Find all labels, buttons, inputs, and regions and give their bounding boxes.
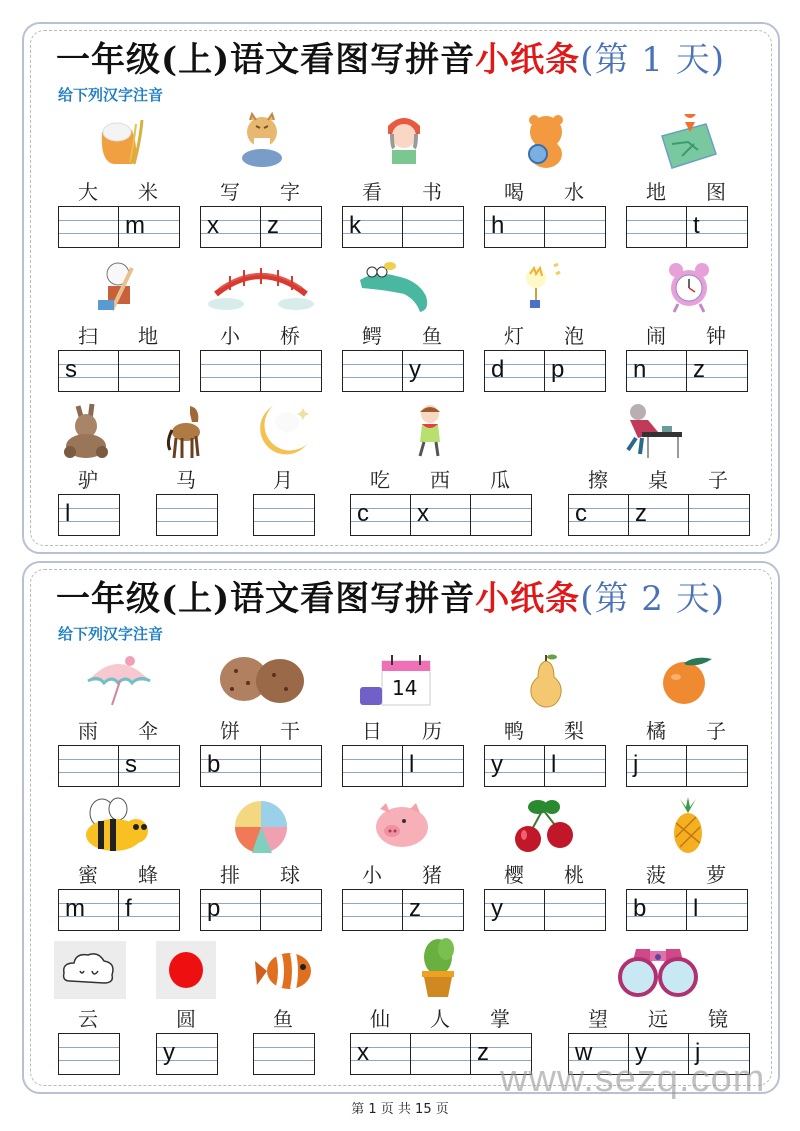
pinyin-hint: w: [575, 1039, 593, 1066]
pinyin-cell[interactable]: [403, 351, 463, 391]
pinyin-grid[interactable]: [200, 889, 322, 931]
ball-icon: [232, 799, 290, 855]
pinyin-hint: d: [491, 356, 505, 383]
cloud-icon: [54, 941, 126, 999]
pinyin-grid[interactable]: [626, 350, 748, 392]
pinyin-grid[interactable]: [626, 889, 748, 931]
hanzi: 大: [78, 180, 98, 204]
hanzi: 仙: [370, 1007, 390, 1031]
hanzi: 吃: [370, 468, 390, 492]
pinyin-cell[interactable]: [351, 1034, 411, 1074]
pinyin-cell[interactable]: [343, 207, 403, 247]
pinyin-hint: l: [65, 500, 71, 527]
pinyin-cell[interactable]: [485, 890, 545, 930]
girl-reading-icon: [380, 112, 428, 172]
pinyin-hint: c: [357, 500, 369, 527]
hanzi: 写: [220, 180, 240, 204]
hanzi: 驴: [78, 468, 98, 492]
pinyin-cell[interactable]: [569, 495, 629, 535]
pinyin-grid[interactable]: [156, 1033, 218, 1075]
pinyin-hint: x: [417, 500, 429, 527]
hanzi: 梨: [564, 719, 584, 743]
pinyin-hint: y: [491, 895, 503, 922]
title-highlight: 小纸条: [475, 579, 581, 619]
hanzi: 饼: [220, 719, 240, 743]
calendar-icon: [356, 653, 436, 709]
pinyin-cell[interactable]: [157, 495, 217, 535]
pinyin-cell[interactable]: [157, 1034, 217, 1074]
hanzi: 镜: [708, 1007, 728, 1031]
pinyin-hint: m: [125, 212, 145, 239]
pinyin-cell[interactable]: [343, 746, 403, 786]
pinyin-hint: z: [267, 212, 279, 239]
pinyin-cell[interactable]: [351, 495, 411, 535]
pinyin-hint: x: [207, 212, 219, 239]
pinyin-cell[interactable]: [687, 207, 747, 247]
hanzi: 菠: [646, 863, 666, 887]
cat-sweeping-icon: [92, 258, 146, 314]
pinyin-hint: j: [633, 751, 639, 778]
pinyin-cell[interactable]: [119, 207, 179, 247]
pinyin-hint: b: [207, 751, 221, 778]
hanzi: 地: [646, 180, 666, 204]
hanzi: 萝: [706, 863, 726, 887]
hanzi: 球: [280, 863, 300, 887]
instruction: 给下列汉字注音: [58, 86, 164, 104]
hanzi: 擦: [588, 468, 608, 492]
hanzi: 蜜: [78, 863, 98, 887]
hanzi: 雨: [78, 719, 98, 743]
hanzi: 望: [588, 1007, 608, 1031]
umbrella-icon: [84, 653, 154, 709]
hanzi: 灯: [504, 324, 524, 348]
pinyin-grid[interactable]: [200, 745, 322, 787]
pinyin-cell[interactable]: [343, 351, 403, 391]
crocodile-icon: [356, 260, 436, 314]
horse-icon: [162, 402, 212, 462]
pinyin-hint: c: [575, 500, 587, 527]
hanzi: 掌: [490, 1007, 510, 1031]
pinyin-grid[interactable]: [200, 350, 322, 392]
pinyin-cell[interactable]: [689, 495, 749, 535]
pinyin-hint: k: [349, 212, 361, 239]
hanzi: 历: [422, 719, 442, 743]
pinyin-grid[interactable]: [342, 206, 464, 248]
pear-icon: [524, 653, 568, 709]
hanzi: 子: [706, 719, 726, 743]
pinyin-grid[interactable]: [58, 889, 180, 931]
pinyin-grid[interactable]: [253, 494, 315, 536]
bee-icon: [80, 797, 158, 855]
worksheet-title: [56, 577, 725, 621]
pinyin-grid[interactable]: [350, 494, 532, 536]
pinyin-cell[interactable]: [254, 495, 314, 535]
donkey-icon: [60, 402, 116, 460]
hanzi: 圆: [176, 1007, 196, 1031]
pinyin-hint: l: [409, 751, 415, 778]
hanzi: 马: [176, 468, 196, 492]
cactus-icon: [416, 937, 460, 999]
pinyin-hint: x: [357, 1039, 369, 1066]
svg-text:14: 14: [392, 676, 418, 700]
pinyin-cell[interactable]: [471, 495, 531, 535]
hanzi: 书: [422, 180, 442, 204]
pinyin-cell[interactable]: [545, 351, 605, 391]
pinyin-hint: h: [491, 212, 505, 239]
map-icon: [658, 114, 720, 170]
pinyin-cell[interactable]: [254, 1034, 314, 1074]
hanzi: 干: [280, 719, 300, 743]
cookies-icon: [218, 655, 306, 705]
hanzi: 伞: [138, 719, 158, 743]
pinyin-grid[interactable]: [342, 745, 464, 787]
pinyin-cell[interactable]: [411, 495, 471, 535]
red-bridge-icon: [206, 260, 316, 312]
alarm-clock-icon: [664, 260, 714, 316]
pinyin-cell[interactable]: [545, 746, 605, 786]
hanzi: 西: [430, 468, 450, 492]
pinyin-hint: z: [409, 895, 421, 922]
pinyin-cell[interactable]: [411, 1034, 471, 1074]
pinyin-hint: b: [633, 895, 647, 922]
pinyin-hint: z: [635, 500, 647, 527]
pinyin-hint: l: [551, 751, 557, 778]
hanzi: 小: [220, 324, 240, 348]
title-day: (第 2 天): [580, 579, 725, 619]
hanzi: 日: [362, 719, 382, 743]
pinyin-hint: f: [125, 895, 132, 922]
hanzi: 泡: [564, 324, 584, 348]
pinyin-cell[interactable]: [201, 890, 261, 930]
light-bulb-icon: [518, 260, 574, 314]
pinyin-cell[interactable]: [403, 207, 463, 247]
pinyin-hint: s: [125, 751, 137, 778]
cherries-icon: [512, 797, 578, 855]
pinyin-hint: s: [65, 356, 77, 383]
hanzi: 小: [362, 863, 382, 887]
pinyin-grid[interactable]: [58, 745, 180, 787]
hanzi: 扫: [78, 324, 98, 348]
hanzi: 月: [273, 468, 293, 492]
pinyin-cell[interactable]: [59, 1034, 119, 1074]
pinyin-grid[interactable]: [484, 206, 606, 248]
pinyin-grid[interactable]: [58, 494, 120, 536]
hanzi: 闹: [646, 324, 666, 348]
hanzi: 字: [280, 180, 300, 204]
title-highlight: 小纸条: [475, 40, 581, 80]
title-main: 一年级(上)语文看图写拼音: [56, 579, 476, 619]
grandma-wiping-table-icon: [618, 402, 684, 462]
pinyin-hint: y: [163, 1039, 175, 1066]
pinyin-cell[interactable]: [119, 351, 179, 391]
pinyin-hint: y: [409, 356, 421, 383]
pinyin-hint: n: [633, 356, 647, 383]
pinyin-grid[interactable]: [484, 889, 606, 931]
hanzi: 鱼: [422, 324, 442, 348]
hanzi: 喝: [504, 180, 524, 204]
pinyin-grid[interactable]: [568, 494, 750, 536]
pinyin-grid[interactable]: [156, 494, 218, 536]
hanzi: 钟: [706, 324, 726, 348]
hanzi: 橘: [646, 719, 666, 743]
instruction: 给下列汉字注音: [58, 625, 164, 643]
pinyin-cell[interactable]: [59, 890, 119, 930]
hanzi: 桌: [648, 468, 668, 492]
title-main: 一年级(上)语文看图写拼音: [56, 40, 476, 80]
pinyin-grid[interactable]: [58, 350, 180, 392]
title-day: (第 1 天): [580, 40, 725, 80]
tiger-writing-icon: [236, 112, 288, 170]
bear-drinking-icon: [518, 112, 572, 172]
pig-icon: [370, 799, 432, 853]
hanzi: 鸭: [504, 719, 524, 743]
pinyin-hint: m: [65, 895, 85, 922]
pinyin-hint: z: [693, 356, 705, 383]
pinyin-cell[interactable]: [201, 351, 261, 391]
pinyin-cell[interactable]: [485, 351, 545, 391]
moon-icon: [253, 402, 313, 462]
pinyin-cell[interactable]: [59, 746, 119, 786]
pinyin-cell[interactable]: [545, 207, 605, 247]
watermark: www.sezq.com: [500, 1058, 766, 1100]
hanzi: 子: [708, 468, 728, 492]
worksheet-day-2: [22, 561, 780, 1094]
hanzi: 看: [362, 180, 382, 204]
pinyin-cell[interactable]: [627, 207, 687, 247]
pinyin-cell[interactable]: [261, 351, 321, 391]
pinyin-hint: t: [693, 212, 700, 239]
pinyin-cell[interactable]: [403, 890, 463, 930]
red-circle-icon: [156, 941, 216, 999]
hanzi: 桥: [280, 324, 300, 348]
hanzi: 瓜: [490, 468, 510, 492]
hanzi: 鱼: [273, 1007, 293, 1031]
pinyin-cell[interactable]: [629, 495, 689, 535]
hanzi: 图: [706, 180, 726, 204]
pinyin-cell[interactable]: [261, 890, 321, 930]
pinyin-hint: y: [491, 751, 503, 778]
hanzi: 人: [430, 1007, 450, 1031]
pinyin-grid[interactable]: [200, 206, 322, 248]
pinyin-grid[interactable]: [484, 350, 606, 392]
pinyin-grid[interactable]: [626, 745, 748, 787]
pinyin-cell[interactable]: [343, 890, 403, 930]
clownfish-icon: [253, 947, 315, 997]
pinyin-cell[interactable]: [403, 746, 463, 786]
pinyin-cell[interactable]: [59, 207, 119, 247]
pinyin-cell[interactable]: [201, 746, 261, 786]
pinyin-hint: z: [477, 1039, 489, 1066]
pinyin-cell[interactable]: [687, 746, 747, 786]
worksheet-day-1: [22, 22, 780, 554]
pinyin-hint: l: [693, 895, 699, 922]
pinyin-hint: p: [551, 356, 565, 383]
hanzi: 远: [648, 1007, 668, 1031]
girl-eating-watermelon-icon: [410, 402, 450, 462]
pinyin-cell[interactable]: [485, 746, 545, 786]
pinyin-cell[interactable]: [545, 890, 605, 930]
hanzi: 云: [78, 1007, 98, 1031]
pinyin-hint: j: [695, 1039, 701, 1066]
orange-icon: [656, 655, 718, 705]
hanzi: 地: [138, 324, 158, 348]
page-footer: 第 1 页 共 15 页: [351, 1102, 449, 1117]
pinyin-grid[interactable]: [626, 206, 748, 248]
pinyin-grid[interactable]: [342, 889, 464, 931]
pinyin-cell[interactable]: [627, 351, 687, 391]
binoculars-icon: [616, 943, 700, 997]
pinyin-grid[interactable]: [484, 745, 606, 787]
worksheet-title: [56, 38, 725, 82]
hanzi: 猪: [422, 863, 442, 887]
pinyin-cell[interactable]: [119, 746, 179, 786]
pinyin-grid[interactable]: [58, 206, 180, 248]
pinyin-cell[interactable]: [59, 351, 119, 391]
pinyin-grid[interactable]: [58, 1033, 120, 1075]
pinyin-cell[interactable]: [201, 207, 261, 247]
rice-bag-icon: [92, 112, 148, 168]
hanzi: 蜂: [138, 863, 158, 887]
pinyin-cell[interactable]: [687, 890, 747, 930]
hanzi: 鳄: [362, 324, 382, 348]
pinyin-hint: y: [635, 1039, 647, 1066]
pinyin-cell[interactable]: [485, 207, 545, 247]
pinyin-cell[interactable]: [119, 890, 179, 930]
pinyin-grid[interactable]: [253, 1033, 315, 1075]
hanzi: 排: [220, 863, 240, 887]
hanzi: 桃: [564, 863, 584, 887]
pinyin-cell[interactable]: [687, 351, 747, 391]
pinyin-cell[interactable]: [627, 890, 687, 930]
pinyin-cell[interactable]: [261, 207, 321, 247]
pinyin-cell[interactable]: [261, 746, 321, 786]
pineapple-icon: [666, 797, 710, 855]
pinyin-cell[interactable]: [627, 746, 687, 786]
pinyin-grid[interactable]: [342, 350, 464, 392]
hanzi: 水: [564, 180, 584, 204]
hanzi: 樱: [504, 863, 524, 887]
hanzi: 米: [138, 180, 158, 204]
pinyin-cell[interactable]: [59, 495, 119, 535]
pinyin-hint: p: [207, 895, 221, 922]
